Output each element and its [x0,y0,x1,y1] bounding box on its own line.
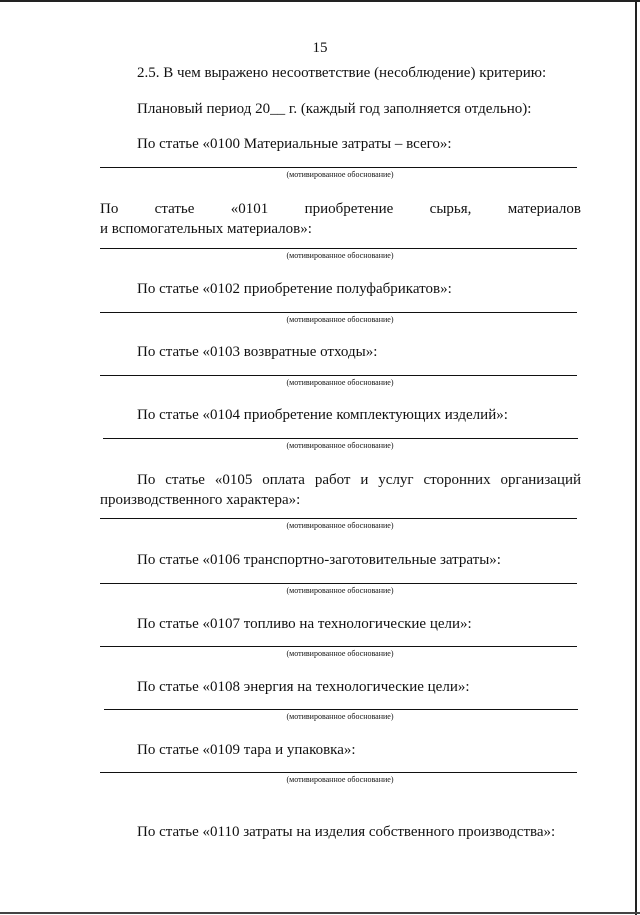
item-0102-caption: (мотивированное обоснование) [286,315,394,324]
item-0104-caption: (мотивированное обоснование) [286,441,394,450]
item-0100-label: По статье «0100 Материальные затраты – всего»: [137,136,452,152]
item-0103-fill-line[interactable] [100,375,577,376]
item-0107-caption: (мотивированное обоснование) [286,649,394,658]
item-0104-fill-line[interactable] [103,438,578,439]
item-0107-label: По статье «0107 топливо на технологические цели»: [137,616,472,632]
planning-period: Плановый период 20__ г. (каждый год заполняется отдельно): [137,101,532,117]
item-0109-fill-line[interactable] [100,772,577,773]
item-0110-label: По статье «0110 затраты на изделия собственного производства»: [137,824,556,840]
item-0108-label: По статье «0108 энергия на технологические цели»: [137,679,470,695]
item-0102-label: По статье «0102 приобретение полуфабрикатов»: [137,281,452,297]
page-border-top [0,0,640,2]
item-0103-caption: (мотивированное обоснование) [286,378,394,387]
page-border-bottom [0,912,640,914]
item-0105-label-line-2: производственного характера»: [100,492,301,508]
item-0102-fill-line[interactable] [100,312,577,313]
item-0108-fill-line[interactable] [104,709,578,710]
item-0106-caption: (мотивированное обоснование) [286,586,394,595]
item-0106-label: По статье «0106 транспортно-заготовительные затраты»: [137,552,501,568]
item-0100-fill-line[interactable] [100,167,577,168]
item-0105-label [100,470,581,510]
page-number: 15 [312,40,328,56]
item-0101-fill-line[interactable] [100,248,577,249]
item-0106-fill-line[interactable] [100,583,577,584]
item-0104-label: По статье «0104 приобретение комплектующих изделий»: [137,407,508,423]
item-0101-label [100,199,581,239]
item-0109-caption: (мотивированное обоснование) [286,775,394,784]
item-0101-label-line-1: По статье «0101 приобретение сырья, материалов [100,201,581,217]
item-0103-label: По статье «0103 возвратные отходы»: [137,344,378,360]
item-0100-caption: (мотивированное обоснование) [286,170,394,179]
item-0105-fill-line[interactable] [100,518,577,519]
item-0105-label-line-1: По статье «0105 оплата работ и услуг сторонних организаций [137,472,581,488]
item-0109-label: По статье «0109 тара и упаковка»: [137,742,356,758]
item-0101-label-line-2: и вспомогательных материалов»: [100,221,312,237]
item-0107-fill-line[interactable] [100,646,577,647]
item-0105-caption: (мотивированное обоснование) [286,521,394,530]
section-heading: 2.5. В чем выражено несоответствие (несоблюдение) критерию: [137,65,547,81]
item-0108-caption: (мотивированное обоснование) [286,712,394,721]
item-0101-caption: (мотивированное обоснование) [286,251,394,260]
